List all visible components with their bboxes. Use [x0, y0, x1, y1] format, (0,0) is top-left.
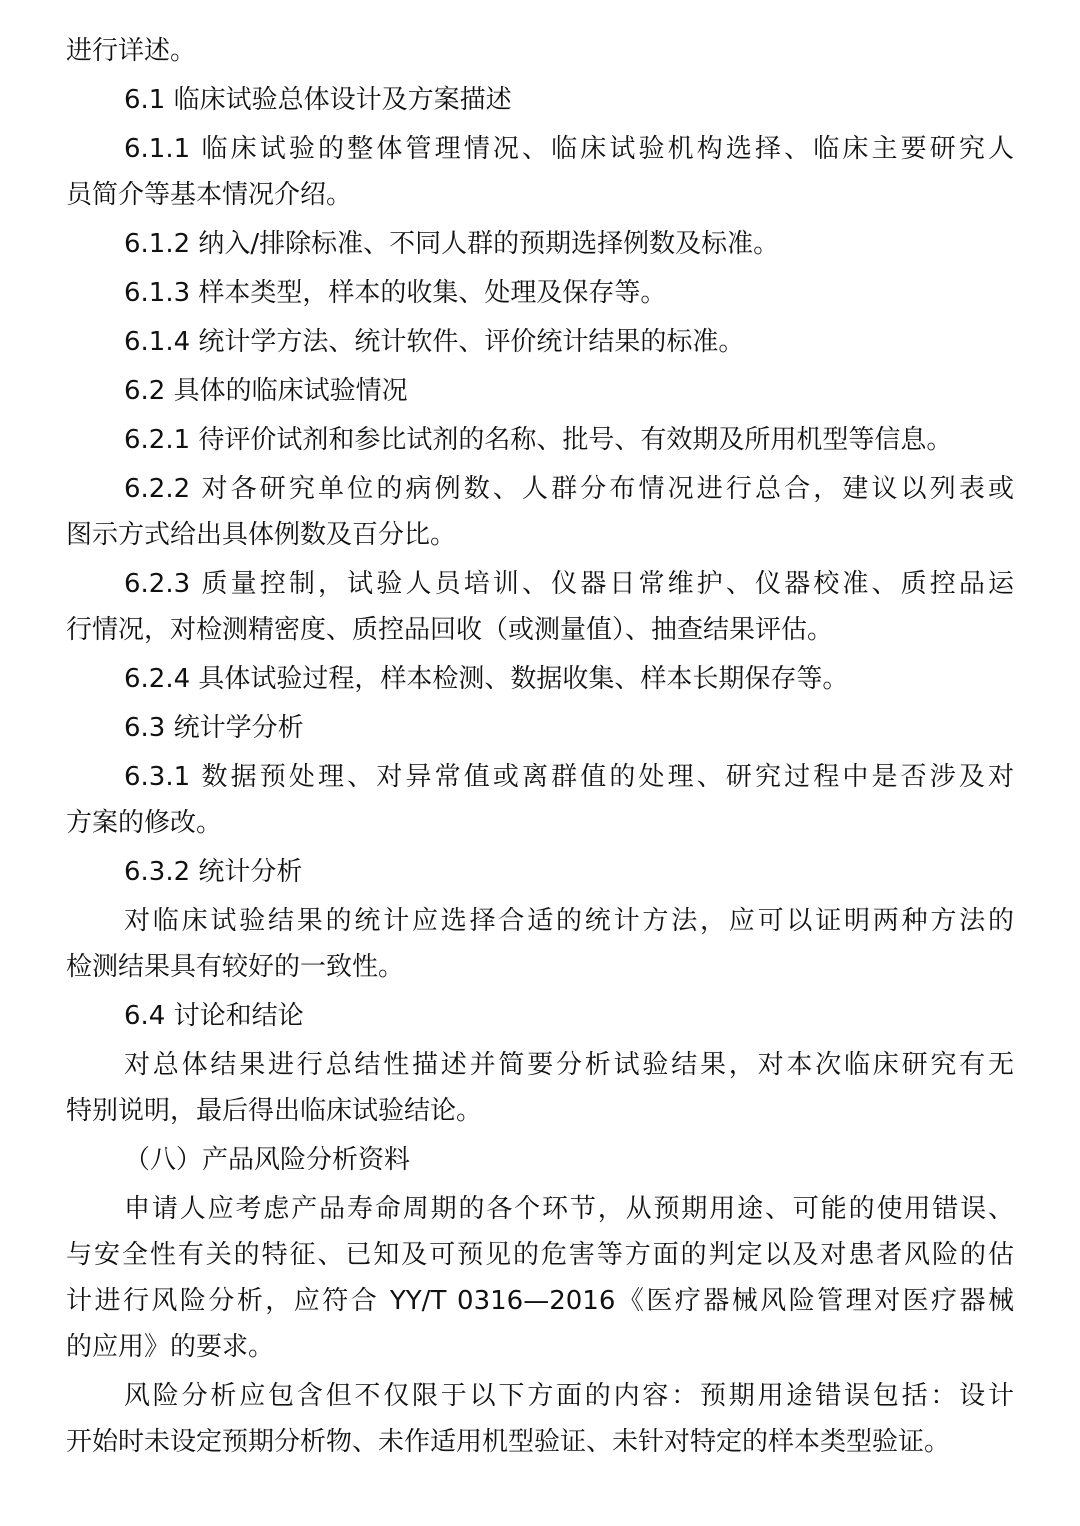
- text-line: 6.2.4 具体试验过程，样本检测、数据收集、样本长期保存等。: [124, 664, 849, 694]
- text-line: 6.2.3 质量控制，试验人员培训、仪器日常维护、仪器校准、质控品运: [124, 569, 1014, 599]
- text-line: 6.3.1 数据预处理、对异常值或离群值的处理、研究过程中是否涉及对: [124, 762, 1014, 792]
- section-heading: 6.3 统计学分析: [124, 713, 304, 743]
- text-line: 计进行风险分析，应符合 YY/T 0316—2016《医疗器械风险管理对医疗器械: [66, 1286, 1014, 1316]
- text-line: 6.2.2 对各研究单位的病例数、人群分布情况进行总合，建议以列表或: [124, 474, 1014, 504]
- text-line: 的应用》的要求。: [66, 1332, 275, 1362]
- text-line: 6.1.1 临床试验的整体管理情况、临床试验机构选择、临床主要研究人: [124, 134, 1014, 164]
- text-line: 对临床试验结果的统计应选择合适的统计方法，应可以证明两种方法的: [124, 906, 1014, 936]
- text-line: 6.1.3 样本类型，样本的收集、处理及保存等。: [124, 278, 667, 308]
- text-line: 方案的修改。: [66, 808, 223, 838]
- text-line: 行情况，对检测精密度、质控品回收（或测量值）、抽查结果评估。: [66, 615, 834, 645]
- text-line: 风险分析应包含但不仅限于以下方面的内容：预期用途错误包括：设计: [124, 1381, 1014, 1411]
- text-line: 检测结果具有较好的一致性。: [66, 952, 405, 982]
- section-heading: （八）产品风险分析资料: [124, 1145, 411, 1175]
- section-heading: 6.1 临床试验总体设计及方案描述: [124, 85, 512, 115]
- section-heading: 6.2 具体的临床试验情况: [124, 376, 408, 406]
- text-line: 申请人应考虑产品寿命周期的各个环节，从预期用途、可能的使用错误、: [124, 1194, 1014, 1224]
- section-heading: 6.3.2 统计分析: [124, 857, 303, 887]
- text-line: 图示方式给出具体例数及百分比。: [66, 520, 457, 550]
- text-line: 与安全性有关的特征、已知及可预见的危害等方面的判定以及对患者风险的估: [66, 1240, 1014, 1270]
- text-line: 特别说明，最后得出临床试验结论。: [66, 1096, 483, 1126]
- text-line: 6.1.2 纳入/排除标准、不同人群的预期选择例数及标准。: [124, 229, 780, 259]
- text-line: 员简介等基本情况介绍。: [66, 180, 353, 210]
- text-line: 6.1.4 统计学方法、统计软件、评价统计结果的标准。: [124, 327, 745, 357]
- text-line: 6.2.1 待评价试剂和参比试剂的名称、批号、有效期及所用机型等信息。: [124, 425, 953, 455]
- text-line: 进行详述。: [66, 36, 197, 66]
- section-heading: 6.4 讨论和结论: [124, 1001, 304, 1031]
- text-line: 对总体结果进行总结性描述并简要分析试验结果，对本次临床研究有无: [124, 1050, 1014, 1080]
- text-line: 开始时未设定预期分析物、未作适用机型验证、未针对特定的样本类型验证。: [66, 1427, 951, 1457]
